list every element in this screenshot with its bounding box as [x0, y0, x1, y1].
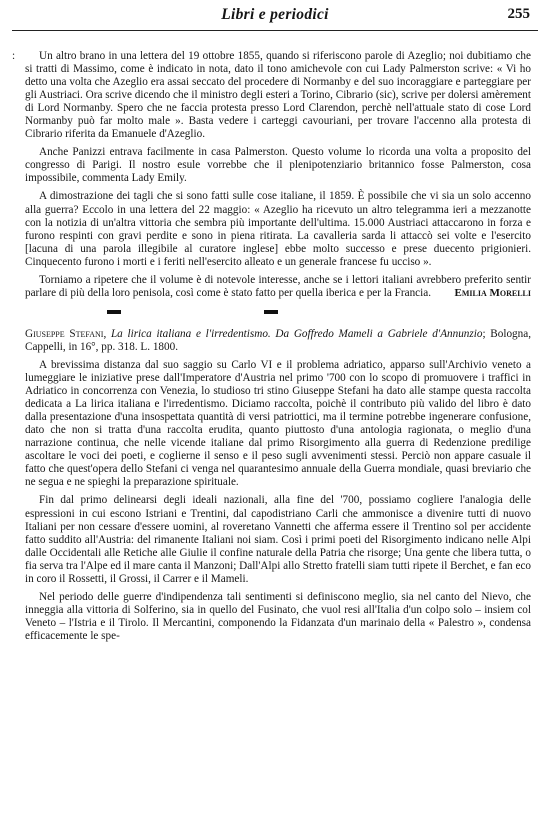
review-book-title: La lirica italiana e l'irredentismo. Da Goffredo Mameli a Gabriele d'Annunzio [110, 327, 483, 340]
page-number: 255 [507, 6, 530, 22]
paragraph: Un altro brano in una lettera del 19 ottobre 1855, quando si riferiscono parole di Azeglio; noi dubitiamo che si tratti di Massimo, come è indicato in nota, dato il tono amichevole con cui Lady Palmerston scrive: « Vi ho detto una volta che Azeglio era assai seccato del procedere di Normanby e del suo incoraggiare e parteggiare per gli Austriaci. Ora scrive dicendo che il ministro degli esteri a Torino, Cibrario (sic), scrive per dolersi amèrement di Lord Normanby. Spero che ne faccia protesta presso Lord Clarendon, perchè nell'attuale stato di cose Lord Normanby può far molto male ». Basta vedere i carteggi cavouriani, per trovare l'accenno alla protesta di Cibrario riferita da Emanuele d'Azeglio. [25, 50, 531, 141]
header-rule [12, 30, 538, 31]
page-body [12, 50, 532, 643]
signature-name: Emilia Morelli [454, 286, 531, 299]
paragraph: Torniamo a ripetere che il volume è di notevole interesse, anche se i lettori italiani avrebbero preferito sentir parlare di più della loro penisola, così come è stato fatto per quella iberica e per la Francia. [25, 273, 531, 299]
running-title: Libri e periodici [221, 6, 329, 23]
review-heading: Giuseppe Stefani, La lirica italiana e l'irredentismo. Da Goffredo Mameli a Gabriele d'Annunzio; Bologna, Cappelli, in 16°, pp. 318. L. 1800. [25, 327, 532, 353]
separator-mark [107, 310, 121, 314]
section-separator [25, 310, 531, 324]
separator-mark [264, 310, 278, 314]
paragraph: A brevissima distanza dal suo saggio su Carlo VI e il problema adriatico, apparso sull'Archivio veneto a lumeggiare le iniziative prese dall'Imperatore d'Austria nel primo '700 con lo scopo di promuovere i traffici in Adriatico in concorrenza con Venezia, lo studioso tri stino Giuseppe Stefani ha dato alle stampe questa raccolta dedicata a La lirica italiana e l'irredentismo. Diciamo raccolta, poichè il contributo più valido del libro è dato dalla presentazione d'una insospettata quantità di versi patriottici, ma il termine potrebbe ingenerare confusione, dato che non si tratta d'una raccolta erudita, quanto piuttosto d'una antologia ragionata, o meglio d'una narrazione continua, che nelle vicende italiane dal primo Risorgimento alla guerra di Redenzione predilige ascoltare le voci dei poeti, e coglierne il senso e il peso sugli avvenimenti stessi. Perciò non appare casuale il fatto che quest'opera dello Stefani ci venga nel quarantesimo annuale della Guerra mondiale, quasi breviario che ne segua e ne spieghi la preparazione spirituale. [25, 358, 531, 489]
letters-section [12, 50, 531, 300]
paragraph: Fin dal primo delinearsi degli ideali nazionali, alla fine del '700, possiamo cogliere l'analogia delle espressioni in cui escono Istriani e Trentini, dal capodistriano Carli che ammonisce a divenire tutti di nuovo Italiani per non cessare d'essere uomini, al roveretano Vannetti che afferma essere il Trentino sol per accidente fatto suddito all'Austria: del rimanente Italiani noi siam. Così i primi poeti del Risorgimento indicano nelle Alpi dalle Occidentali alle Retiche alle Giulie il confine naturale della Patria che risorge; Una gente che libera tutta, o fia serva tra l'Alpe ed il mare canta il Manzoni; Dall'Alpi allo Stretto fratelli siam tutti ripete il Berchet, e fan eco in coro il Rossetti, il Grossi, il Carrer e il Mameli. [25, 494, 531, 585]
margin-mark: : [12, 50, 16, 62]
paragraph: Anche Panizzi entrava facilmente in casa Palmerston. Questo volume lo ricorda una volta a proposito del congresso di Parigi. Il nostro esule vorrebbe che il plenipotenziario britannico fosse Palmerston, cosa impossibile, commenta Lady Emily. [25, 146, 531, 185]
review-publication: ; Bologna, Cappelli, in 16°, pp. 318. L. 1800. [25, 327, 532, 353]
running-header [0, 6, 550, 28]
review-author: Giuseppe Stefani [25, 327, 104, 340]
paragraph: A dimostrazione dei tagli che si sono fatti sulle cose italiane, il 1859. È possibile che vi sia un solo accenno alla guerra? Eccolo in una lettera del 22 maggio: « Azeglio ha ricevuto un altro telegramma ieri a mezzanotte con la notizia di un'altra vittoria che sembra più importante dell'ultima. 15.000 Austriaci attaccarono in forza e furono respinti con gravi perdite e sono in piena ritirata. La cavalleria sarda li attaccò sei volte e l'esercito [lacuna di una parola illegibile al curatore inglese] ebbe molto successo e prese duecento prigionieri. Cinquecento furono i morti e i feriti nell'esercito alleato e un generale francese fu ucciso ». [25, 190, 531, 268]
paragraph: Nel periodo delle guerre d'indipendenza tali sentimenti si definiscono meglio, sia nel canto del Nievo, che inneggia alla vittoria di Solferino, sia in quello del Fusinato, che vuol resi all'Italia d'un colpo solo – insiem col Veneto – l'Istria e il Tirolo. Il Mercantini, componendo la Fidanzata d'un marinaio della « Palestro », condensa efficacemente le spe- [25, 590, 531, 642]
